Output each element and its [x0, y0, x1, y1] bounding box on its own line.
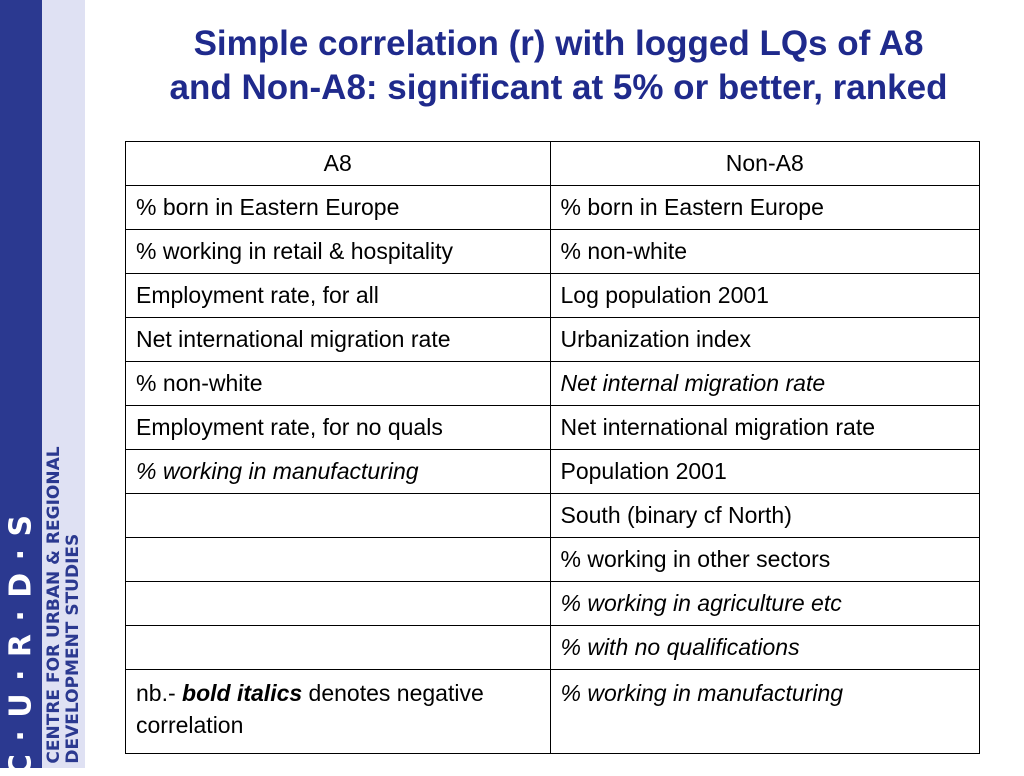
cell-a8 — [126, 582, 551, 626]
cell-a8: % working in retail & hospitality — [126, 230, 551, 274]
cell-non-a8: Net internal migration rate — [550, 362, 980, 406]
curds-logo-text — [45, 446, 83, 763]
table-row — [126, 318, 980, 362]
cell-a8: % born in Eastern Europe — [126, 186, 551, 230]
logo-text-line1: CENTRE FOR URBAN & REGIONAL — [44, 446, 64, 764]
cell-a8: Employment rate, for all — [126, 274, 551, 318]
table-row — [126, 362, 980, 406]
title-line1: Simple correlation (r) with logged LQs of A8 — [193, 24, 924, 63]
note-emphasis: bold italics — [182, 680, 303, 706]
cell-non-a8: % working in agriculture etc — [550, 582, 980, 626]
table-row — [126, 406, 980, 450]
header-non-a8: Non-A8 — [550, 142, 980, 186]
table-row — [126, 274, 980, 318]
cell-non-a8: Population 2001 — [550, 450, 980, 494]
cell-non-a8: Net international migration rate — [550, 406, 980, 450]
table-row — [126, 538, 980, 582]
cell-non-a8: % born in Eastern Europe — [550, 186, 980, 230]
correlation-table — [125, 141, 980, 754]
cell-non-a8: South (binary cf North) — [550, 494, 980, 538]
table-row — [126, 582, 980, 626]
title-line2: and Non-A8: significant at 5% or better, ranked — [169, 68, 948, 107]
curds-logo-letters: C · U · R · D · S — [3, 513, 39, 776]
table-row — [126, 230, 980, 274]
cell-non-a8: % working in other sectors — [550, 538, 980, 582]
cell-non-a8: % working in manufacturing — [550, 670, 980, 754]
table-row — [126, 450, 980, 494]
table-row — [126, 626, 980, 670]
table-row-note — [126, 670, 980, 754]
cell-a8: % non-white — [126, 362, 551, 406]
cell-non-a8: % with no qualifications — [550, 626, 980, 670]
note-suffix: denotes negative correlation — [136, 680, 484, 738]
note-cell — [126, 670, 551, 754]
cell-a8: % working in manufacturing — [126, 450, 551, 494]
cell-non-a8: % non-white — [550, 230, 980, 274]
logo-text-line2: DEVELOPMENT STUDIES — [63, 533, 83, 764]
header-a8: A8 — [126, 142, 551, 186]
cell-a8: Employment rate, for no quals — [126, 406, 551, 450]
cell-a8 — [126, 538, 551, 582]
table-header-row — [126, 142, 980, 186]
table-row — [126, 186, 980, 230]
cell-non-a8: Urbanization index — [550, 318, 980, 362]
page-title — [100, 22, 1017, 110]
cell-a8 — [126, 494, 551, 538]
cell-a8 — [126, 626, 551, 670]
cell-non-a8: Log population 2001 — [550, 274, 980, 318]
cell-a8: Net international migration rate — [126, 318, 551, 362]
note-prefix: nb.- — [136, 680, 183, 706]
table-row — [126, 494, 980, 538]
